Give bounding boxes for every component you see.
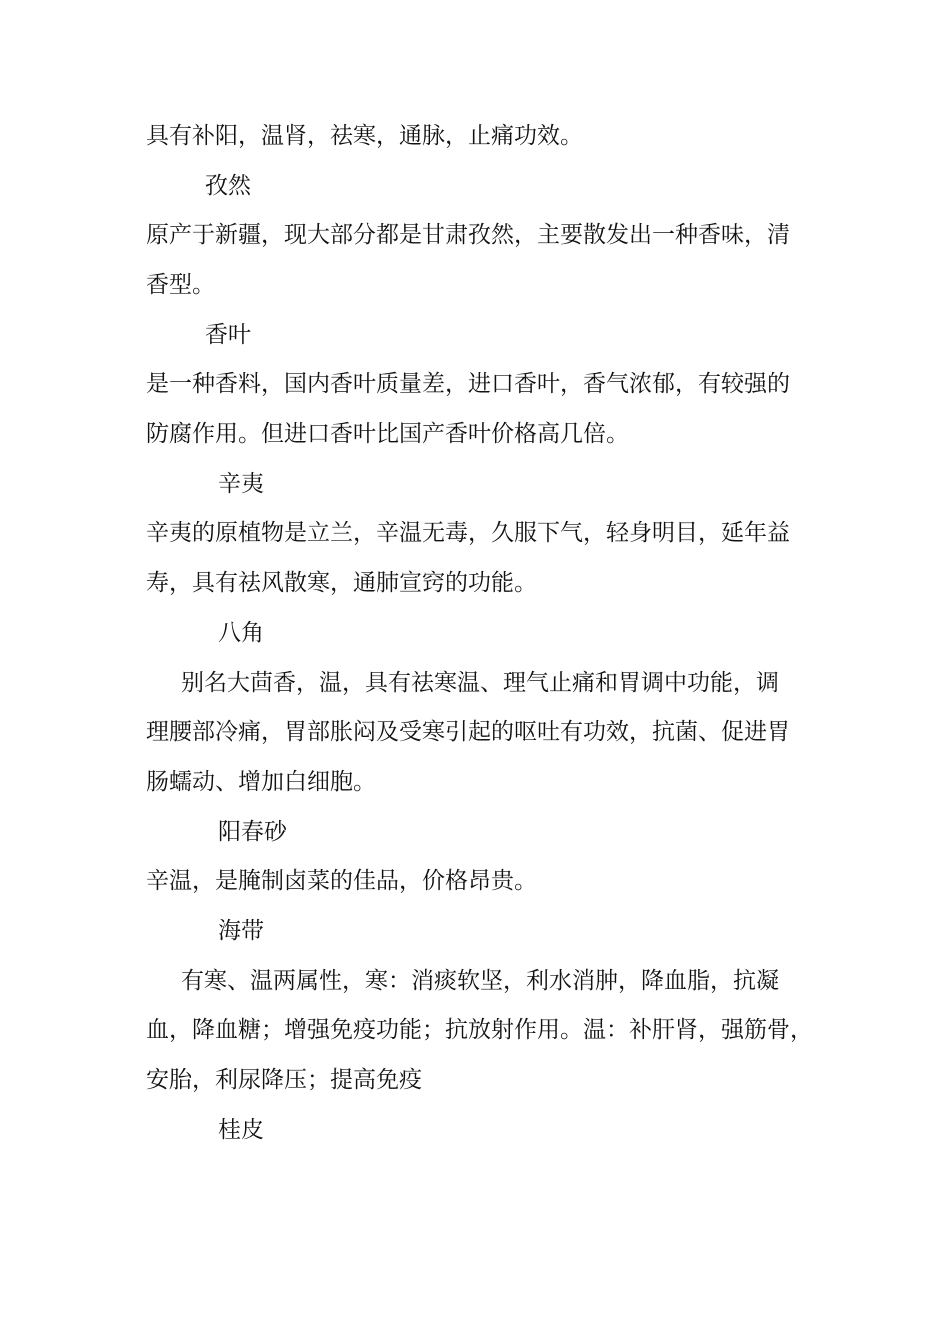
paragraph-line: 香型。 — [146, 272, 215, 298]
paragraph-line: 是一种香料，国内香叶质量差，进口香叶，香气浓郁，有较强的 — [146, 371, 790, 397]
paragraph-line: 血，降血糖；增强免疫功能；抗放射作用。温：补肝肾，强筋骨， — [146, 1017, 813, 1043]
section-heading-xinyi: 辛夷 — [218, 471, 264, 497]
paragraph-line: 防腐作用。但进口香叶比国产香叶价格高几倍。 — [146, 421, 629, 447]
paragraph-line: 原产于新疆，现大部分都是甘肃孜然，主要散发出一种香味，清 — [146, 222, 790, 248]
paragraph-line: 辛夷的原植物是立兰，辛温无毒，久服下气，轻身明目，延年益 — [146, 520, 790, 546]
section-heading-bajiao: 八角 — [218, 620, 264, 646]
paragraph-line: 肠蠕动、增加白细胞。 — [146, 769, 376, 795]
section-heading-xiangye: 香叶 — [205, 322, 251, 348]
section-heading-guipi: 桂皮 — [218, 1117, 264, 1143]
paragraph-line: 安胎，利尿降压；提高免疫 — [146, 1067, 422, 1093]
paragraph-line: 寿，具有祛风散寒，通肺宣窍的功能。 — [146, 570, 537, 596]
paragraph-line: 辛温，是腌制卤菜的佳品，价格昂贵。 — [146, 868, 537, 894]
section-heading-yangchunsha: 阳春砂 — [218, 819, 287, 845]
paragraph-line: 理腰部冷痛，胃部胀闷及受寒引起的呕吐有功效，抗菌、促进胃 — [146, 719, 790, 745]
paragraph-line: 有寒、温两属性，寒：消痰软坚，利水消肿，降血脂，抗凝 — [181, 968, 779, 994]
paragraph-line: 别名大茴香，温，具有祛寒温、理气止痛和胃调中功能，调 — [181, 670, 779, 696]
section-heading-ziran: 孜然 — [205, 173, 251, 199]
paragraph-line: 具有补阳，温肾，祛寒，通脉，止痛功效。 — [146, 123, 583, 149]
section-heading-haidai: 海带 — [218, 918, 264, 944]
